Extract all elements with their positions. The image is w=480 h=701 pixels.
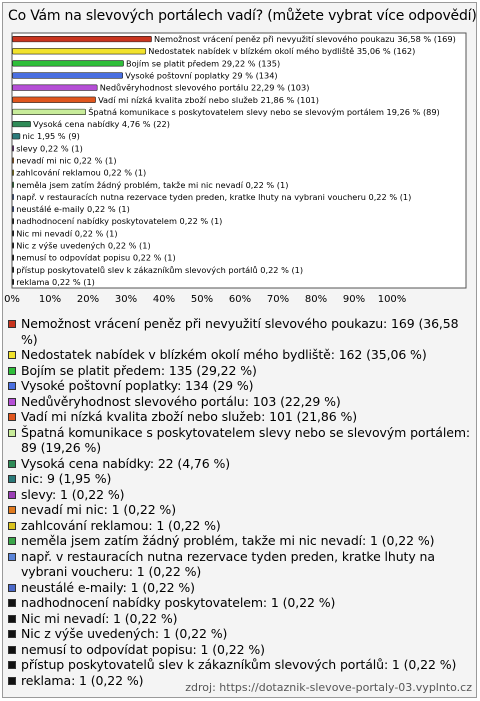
bar-label-18: Nic z výše uvedených 0,22 % (1) — [16, 240, 151, 251]
legend-label: nemusí to odpovídat popisu: 1 (0,22 %) — [21, 641, 265, 657]
x-tick-label-2: 20% — [76, 294, 100, 305]
bar-9 — [13, 133, 20, 139]
legend-swatch — [8, 367, 16, 375]
legend-label: reklama: 1 (0,22 %) — [21, 672, 144, 688]
source-note: zdroj: https://dotaznik-slevove-portaly-03.vyplnto.cz — [185, 681, 472, 694]
legend-label: Nemožnost vrácení peněz při nevyužití slevového poukazu: 169 (36,58 %) — [21, 316, 459, 347]
chart-title: Co Vám na slevových portálech vadí? (můžete vybrat více odpovědí) — [8, 8, 477, 24]
x-tick-label-8: 80% — [304, 294, 328, 305]
bar-18 — [13, 243, 14, 249]
legend-swatch — [8, 506, 16, 514]
legend-item — [8, 347, 470, 363]
x-tick-label-3: 30% — [114, 294, 138, 305]
legend-item — [8, 533, 470, 549]
legend-swatch — [8, 351, 16, 359]
legend-label: neměla jsem zatím žádný problém, takže mi nic nevadí: 1 (0,22 %) — [21, 533, 435, 548]
legend-item — [8, 487, 470, 503]
legend-label: Špatná komunikace s poskytovatelem slevy nebo se slevovým portálem: 89 (19,26 %) — [21, 424, 471, 455]
bar-label-13: neměla jsem zatím žádný problém, takže mi nic nevadí 0,22 % (1) — [16, 179, 289, 190]
bar-label-12: zahlcování reklamou 0,22 % (1) — [16, 167, 147, 178]
chart-legend — [8, 316, 470, 688]
bar-label-17: Nic mi nevadí 0,22 % (1) — [16, 228, 118, 239]
bar-20 — [13, 267, 14, 273]
legend-swatch — [8, 537, 16, 545]
legend-item — [8, 471, 470, 487]
legend-swatch — [8, 398, 16, 406]
legend-label: Bojím se platit předem: 135 (29,22 %) — [21, 362, 257, 378]
legend-swatch — [8, 630, 16, 638]
legend-swatch — [8, 661, 16, 669]
bar-17 — [13, 231, 14, 237]
legend-swatch — [8, 584, 16, 592]
bar-14 — [13, 194, 14, 200]
legend-swatch — [8, 320, 16, 328]
x-tick-label-1: 10% — [38, 294, 62, 305]
bar-2 — [13, 48, 146, 54]
legend-swatch — [8, 553, 16, 561]
legend-item — [8, 363, 470, 379]
bar-4 — [13, 73, 123, 79]
legend-item — [8, 595, 470, 611]
bar-label-1: Nemožnost vrácení peněz při nevyužití slevového poukazu 36,58 % (169) — [154, 34, 456, 45]
legend-swatch — [8, 460, 16, 468]
legend-item — [8, 518, 470, 534]
legend-swatch — [8, 475, 16, 483]
legend-label: Vysoké poštovní poplatky: 134 (29 %) — [21, 378, 254, 393]
legend-item — [8, 425, 470, 456]
x-tick-label-5: 50% — [190, 294, 214, 305]
legend-swatch — [8, 382, 16, 390]
legend-item — [8, 626, 470, 642]
bar-16 — [13, 218, 14, 224]
legend-swatch — [8, 615, 16, 623]
bar-label-14: např. v restauracích nutna rezervace tyden preden, kratke lhuty na vybrani voucheru 0,22 % (1) — [16, 191, 412, 202]
legend-item — [8, 409, 470, 425]
x-tick-label-4: 40% — [152, 294, 176, 305]
legend-item — [8, 456, 470, 472]
legend-item — [8, 549, 470, 580]
bar-15 — [13, 206, 14, 212]
legend-swatch — [8, 522, 16, 530]
bar-label-8: Vysoká cena nabídky 4,76 % (22) — [33, 119, 170, 130]
legend-swatch — [8, 413, 16, 421]
x-tick-label-7: 70% — [266, 294, 290, 305]
bar-8 — [13, 121, 31, 127]
legend-swatch — [8, 599, 16, 607]
legend-label: např. v restauracích nutna rezervace tyden preden, kratke lhuty na vybrani voucheru: 1 (0,22 %) — [21, 548, 435, 579]
x-tick-label-6: 60% — [228, 294, 252, 305]
x-tick-label-0: 0% — [4, 294, 20, 305]
bar-label-21: reklama 0,22 % (1) — [16, 276, 95, 287]
legend-label: nevadí mi nic: 1 (0,22 %) — [21, 502, 176, 517]
bar-12 — [13, 170, 14, 176]
legend-item — [8, 657, 470, 673]
legend-label: nic: 9 (1,95 %) — [21, 471, 112, 486]
legend-label: přístup poskytovatelů slev k zákazníkům slevových portálů: 1 (0,22 %) — [21, 657, 457, 672]
bar-label-9: nic 1,95 % (9) — [22, 131, 80, 142]
legend-item — [8, 580, 470, 596]
bar-10 — [13, 146, 14, 152]
legend-label: Nic z výše uvedených: 1 (0,22 %) — [21, 626, 228, 641]
legend-swatch — [8, 491, 16, 499]
bar-label-2: Nedostatek nabídek v blízkém okolí mého bydliště 35,06 % (162) — [148, 46, 416, 57]
bar-6 — [13, 97, 96, 103]
legend-item — [8, 502, 470, 518]
bar-11 — [13, 158, 14, 164]
legend-label: slevy: 1 (0,22 %) — [21, 486, 125, 502]
bar-1 — [13, 36, 152, 42]
bar-label-20: přístup poskytovatelů slev k zákazníkům slevových portálů 0,22 % (1) — [16, 264, 304, 275]
legend-label: Nic mi nevadí: 1 (0,22 %) — [21, 610, 178, 626]
bar-label-5: Nedůvěryhodnost slevového portálu 22,29 % (103) — [99, 82, 310, 93]
x-tick-label-9: 90% — [342, 294, 366, 305]
legend-label: Nedůvěryhodnost slevového portálu: 103 (22,29 %) — [21, 393, 341, 409]
bar-5 — [13, 85, 98, 91]
bar-label-7: Špatná komunikace s poskytovatelem slevy nebo se slevovým portálem 19,26 % (89) — [88, 106, 440, 117]
bar-13 — [13, 182, 14, 188]
bar-label-16: nadhodnocení nabídky poskytovatelem 0,22 % (1) — [16, 216, 223, 227]
bar-label-4: Vysoké poštovní poplatky 29 % (134) — [125, 70, 278, 81]
legend-label: nadhodnocení nabídky poskytovatelem: 1 (0,22 %) — [21, 595, 336, 610]
legend-swatch — [8, 646, 16, 654]
bar-label-19: nemusí to odpovídat popisu 0,22 % (1) — [16, 252, 176, 263]
legend-label: Nedostatek nabídek v blízkém okolí mého bydliště: 162 (35,06 %) — [21, 347, 427, 362]
bar-label-11: nevadí mi nic 0,22 % (1) — [16, 155, 117, 166]
bar-label-10: slevy 0,22 % (1) — [16, 143, 83, 154]
legend-item — [8, 378, 470, 394]
x-tick-label-10: 100% — [377, 294, 407, 305]
bar-label-15: neustálé e-maily 0,22 % (1) — [16, 204, 130, 215]
bar-21 — [13, 279, 14, 285]
bar-7 — [13, 109, 86, 115]
legend-item — [8, 642, 470, 658]
legend-label: neustálé e-maily: 1 (0,22 %) — [21, 579, 195, 595]
bar-19 — [13, 255, 14, 261]
legend-swatch — [8, 677, 16, 685]
bar-label-6: Vadí mi nízká kvalita zboží nebo služeb 21,86 % (101) — [98, 94, 319, 105]
legend-label: Vysoká cena nabídky: 22 (4,76 %) — [21, 455, 231, 471]
legend-label: zahlcování reklamou: 1 (0,22 %) — [21, 517, 221, 533]
bar-3 — [13, 61, 124, 67]
legend-label: Vadí mi nízká kvalita zboží nebo služeb: 101 (21,86 %) — [21, 409, 358, 424]
bar-label-3: Bojím se platit předem 29,22 % (135) — [126, 58, 281, 69]
legend-item — [8, 394, 470, 410]
legend-item — [8, 611, 470, 627]
legend-item — [8, 316, 470, 347]
legend-swatch — [8, 429, 16, 437]
bar-chart — [0, 0, 480, 316]
